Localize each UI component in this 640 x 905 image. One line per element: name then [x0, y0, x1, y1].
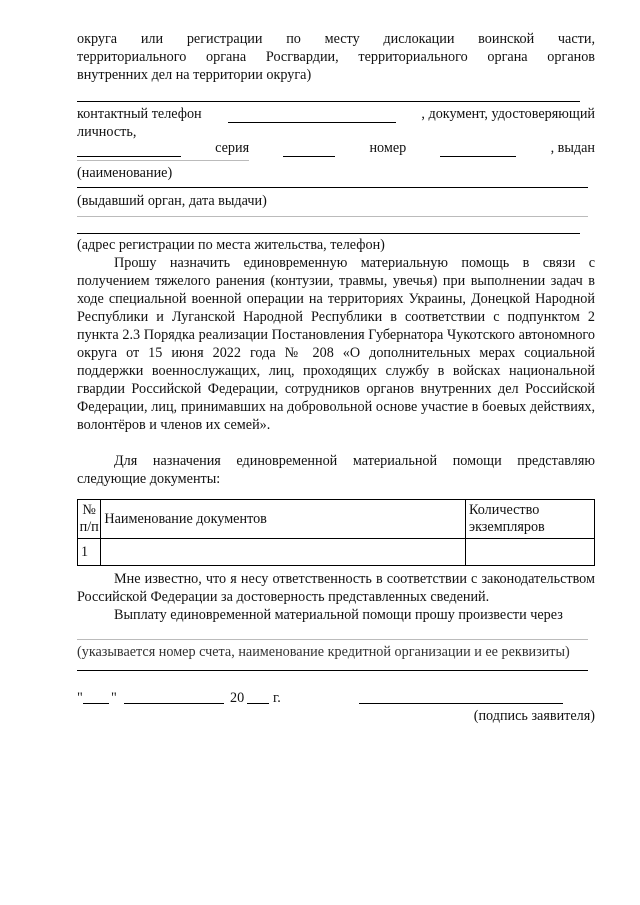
table-header-count: Количество экземпляров [466, 500, 595, 539]
documents-intro: Для назначения единовременной материальной помощи представляю следующие документы: [77, 453, 595, 487]
date-quote-open: " [77, 690, 83, 706]
number-label: номер [369, 140, 407, 156]
date-month-field[interactable] [124, 689, 224, 704]
table-header-name: Наименование документов [101, 500, 466, 539]
date-quote-close: " [111, 690, 117, 706]
series-label: серия [215, 140, 250, 156]
table-cell-name[interactable] [101, 539, 466, 566]
date-year-prefix: 20 [230, 690, 245, 706]
phone-field[interactable] [228, 108, 396, 123]
table-cell-number: 1 [78, 539, 101, 566]
date-year-field[interactable] [247, 689, 269, 704]
date-signature-row [77, 687, 595, 707]
number-field[interactable] [440, 142, 516, 157]
date-year-suffix: г. [273, 690, 281, 706]
issuer-short-line[interactable] [77, 160, 249, 161]
payment-paragraph: Выплату единовременной материальной помощи прошу произвести через [114, 607, 563, 623]
blank-line-fullname[interactable] [77, 101, 580, 102]
table-header-number: № п/п [78, 500, 101, 539]
district-line-3: внутренних дел на территории округа) [77, 67, 312, 83]
series-field[interactable] [283, 142, 335, 157]
district-text [77, 30, 595, 84]
passport-row [77, 139, 595, 157]
account-caption: (указывается номер счета, наименование кредитной организации и ее реквизиты) [77, 644, 570, 660]
responsibility-paragraph: Мне известно, что я несу ответственность в соответствии с законодательством Российской Федерации за достоверность представленных сведений. [77, 571, 595, 605]
table-header-row [78, 500, 595, 539]
document-label: , документ, удостоверяющий [421, 106, 595, 122]
name-caption: (наименование) [77, 165, 173, 181]
address-caption: (адрес регистрации по места жительства, телефон) [77, 237, 385, 253]
table-cell-count[interactable] [466, 539, 595, 566]
account-details-line[interactable] [77, 670, 588, 671]
district-line-2: территориального органа Росгвардии, территориального органа органов [77, 49, 595, 65]
document-type-field[interactable] [77, 142, 181, 157]
date-day-field[interactable] [83, 689, 109, 704]
documents-table [77, 499, 595, 566]
issued-label: , выдан [550, 140, 595, 156]
phone-label: контактный телефон [77, 106, 202, 122]
application-form [77, 30, 595, 725]
issuer-line[interactable] [77, 187, 588, 188]
address-line-2[interactable] [77, 233, 580, 234]
signature-caption: (подпись заявителя) [473, 708, 595, 724]
district-line-1: округа или регистрации по месту дислокации воинской части, [77, 31, 595, 47]
request-paragraph: Прошу назначить единовременную материальную помощь в связи с получением тяжелого ранения (контузии, травмы, увечья) при выполнении задач в ходе специальной военной операции на территориях Украины, Донецкой Народной Республики и Луганской Народной Республики в соответствии с подпунктом 2 пункта 2.3 Порядка реализации Постановления Губернатора Чукотского автономного округа от 15 июня 2022 года № 208 «О дополнительных мерах социальной поддержки военнослужащих, лиц, проходящих службу в войсках национальной гвардии Российской Федерации, сотрудников органов внутренних дел Российской Федерации, лиц, принимавших на добровольной основе участие в боевых действиях, волонтёров и членов их семей». [77, 255, 595, 433]
signature-field[interactable] [359, 689, 563, 704]
payment-details-line[interactable] [77, 639, 588, 640]
table-row [78, 539, 595, 566]
address-line-1[interactable] [77, 216, 588, 217]
identity-label: личность, [77, 124, 137, 140]
phone-row [77, 105, 595, 123]
issuer-caption: (выдавший орган, дата выдачи) [77, 193, 267, 209]
